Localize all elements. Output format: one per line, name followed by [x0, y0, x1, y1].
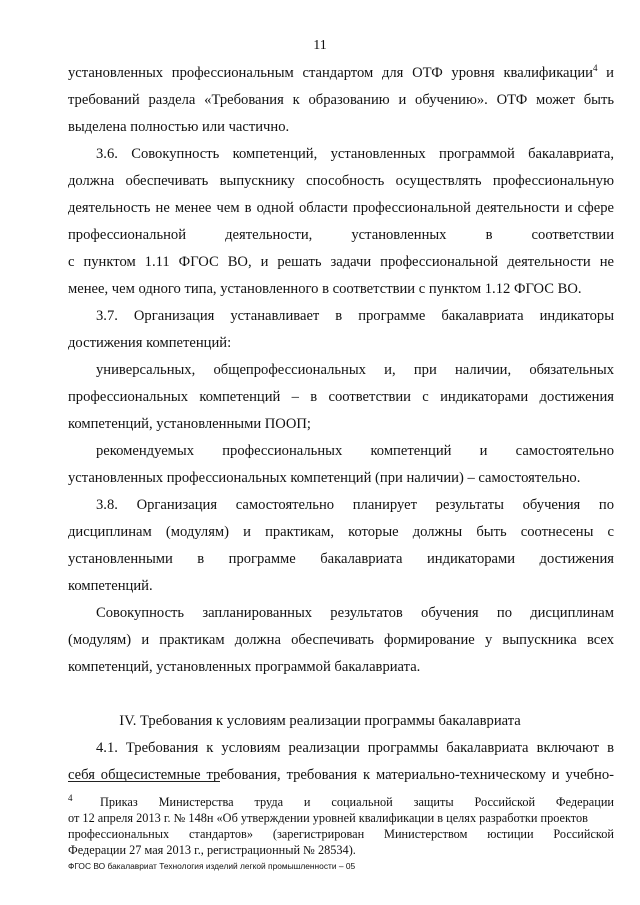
body-line: менее, чем одного типа, установленного в соответствии с пунктом 1.12 ФГОС ВО. [68, 281, 582, 297]
paragraph-4-1-start: 4.1. Требования к условиям реализации программы бакалавриата включают в [96, 740, 614, 756]
body-line-text: и [597, 65, 614, 81]
footnote-line: от 12 апреля 2013 г. № 148н «Об утверждении уровней квалификации в целях разработки проектов [68, 811, 588, 825]
body-line: достижения компетенций: [68, 335, 232, 351]
list-item-universal: универсальных, общепрофессиональных и, при наличии, обязательных [96, 362, 614, 378]
footnote-reference: 4 [592, 63, 598, 74]
body-line: с пунктом 1.11 ФГОС ВО, и решать задачи профессиональной деятельности не [68, 254, 614, 270]
paragraph-3-8-start: 3.8. Организация самостоятельно планирует результаты обучения по [96, 497, 614, 513]
footnote-separator [68, 781, 220, 782]
page-footer: ФГОС ВО бакалавриат Технология изделий легкой промышленности – 05 [68, 861, 356, 871]
paragraph-3-6-start: 3.6. Совокупность компетенций, установленных программой бакалавриата, [96, 146, 614, 162]
paragraph-3-7-start: 3.7. Организация устанавливает в программе бакалавриата индикаторы [96, 308, 614, 324]
footnote-line: Федерации 27 мая 2013 г., регистрационный № 28534). [68, 843, 356, 857]
body-line: компетенций, установленных программой бакалавриата. [68, 659, 421, 675]
body-line: установленных профессиональных компетенций (при наличии) – самостоятельно. [68, 470, 581, 486]
page-number: 11 [313, 38, 327, 53]
body-line [68, 64, 614, 82]
body-line: компетенций, установленными ПООП; [68, 416, 311, 432]
body-line: компетенций. [68, 578, 153, 594]
body-line: деятельность не менее чем в одной области профессиональной деятельности и сфере [68, 200, 614, 216]
body-line: себя общесистемные требования, требования к материально-техническому и учебно- [68, 767, 614, 783]
body-line: установленными в программе бакалавриата индикаторами достижения [68, 551, 614, 567]
body-line: профессиональных компетенций – в соответствии с индикаторами достижения [68, 389, 614, 405]
section-heading: IV. Требования к условиям реализации программы бакалавриата [119, 713, 521, 729]
footnote-line: 4 Приказ Министерства труда и социальной защиты Российской Федерации [68, 792, 614, 809]
body-line: выделена полностью или частично. [68, 119, 290, 135]
body-line: профессиональной деятельности, установленных в соответствии [68, 227, 614, 243]
body-line: требований раздела «Требования к образованию и обучению». ОТФ может быть [68, 92, 614, 108]
body-line-text: установленных профессиональным стандартом для ОТФ уровня квалификации [68, 65, 593, 81]
list-item-recommended: рекомендуемых профессиональных компетенций и самостоятельно [96, 443, 614, 459]
paragraph-start: Совокупность запланированных результатов обучения по дисциплинам [96, 605, 614, 621]
body-line: дисциплинам (модулям) и практикам, которые должны быть соотнесены с [68, 524, 614, 540]
footnote-text: Приказ Министерства труда и социальной защиты Российской Федерации [100, 795, 614, 809]
footnote-line: профессиональных стандартов» (зарегистрирован Министерством юстиции Российской [68, 827, 614, 841]
body-line: должна обеспечивать выпускнику способность осуществлять профессиональную [68, 173, 614, 189]
body-line: (модулям) и практикам должна обеспечивать формирование у выпускника всех [68, 632, 614, 648]
